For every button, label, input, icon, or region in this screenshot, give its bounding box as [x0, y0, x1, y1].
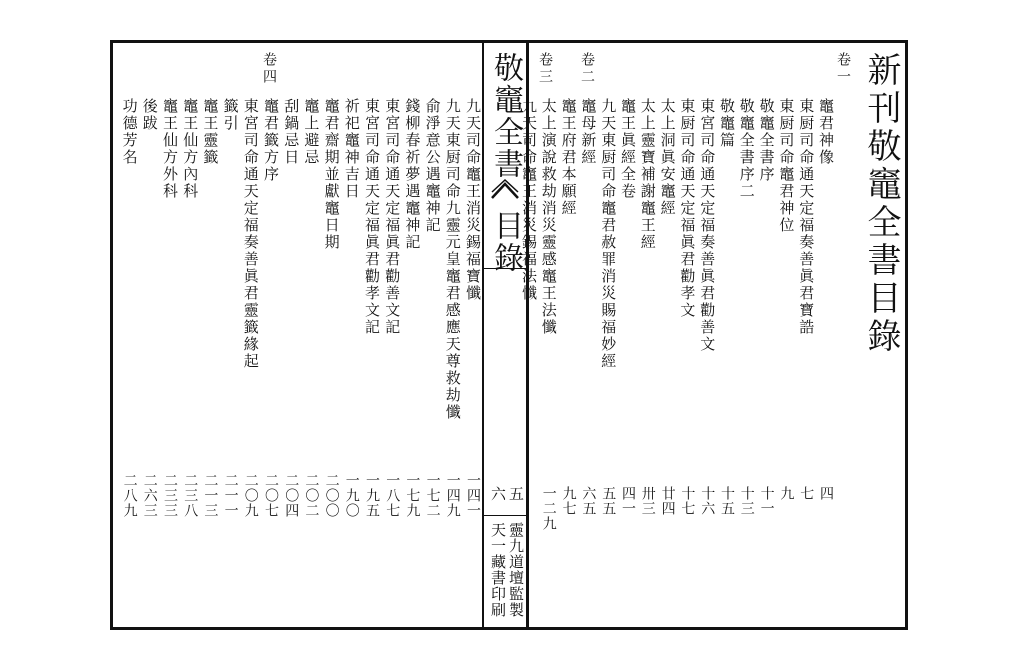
toc-entry-title: 敬竈篇 — [718, 98, 736, 149]
toc-entry-title: 後跋 — [140, 98, 159, 132]
toc-entry-page: 十五 — [719, 486, 735, 516]
toc-entry-page: 二一一 — [222, 473, 239, 518]
toc-entry-page: 二一三 — [202, 473, 219, 518]
toc-entry-title: 竈君神像 — [817, 98, 835, 166]
toc-entry-title: 竈上避忌 — [302, 98, 321, 166]
toc-entry-title: 太上洞眞安竈經 — [658, 98, 677, 217]
toc-entry-page: 七 — [798, 486, 815, 501]
toc-entry-page: 二〇七 — [263, 473, 279, 518]
toc-entry-page: 二八九 — [121, 473, 138, 518]
toc-entry-title: 東宮司命通天定福眞君勸善文記 — [383, 98, 402, 336]
spine-divider-bottom — [482, 515, 528, 516]
toc-entry-page: 六五 — [580, 486, 597, 516]
book-title: 新刊敬竈全書目錄 — [861, 52, 901, 356]
toc-entry-title: 竈王仙方內科 — [181, 98, 200, 200]
toc-entry-page: 二〇二 — [303, 473, 320, 518]
volume-label-4: 卷四 — [261, 52, 277, 86]
toc-entry-page: 卅三 — [639, 486, 656, 516]
spine-title: 敬竈全書 — [488, 52, 523, 180]
toc-entry-page: 二〇〇 — [323, 473, 340, 518]
toc-entry-title: 祈祀竈神吉日 — [342, 98, 361, 200]
toc-entry-page: 四一 — [620, 486, 636, 516]
toc-entry-page: 十三 — [738, 486, 755, 516]
toc-entry-title: 竈君籤方序 — [262, 98, 280, 183]
volume-label-3: 卷三 — [537, 52, 553, 86]
toc-entry-title: 東宮司命通天定福眞君勸孝文記 — [363, 98, 381, 336]
spine-page-number-right: 六 — [489, 486, 507, 502]
toc-entry-title: 東宮司命通天定福奏善眞君靈籤緣起 — [241, 98, 260, 370]
toc-entry-page: 一九五 — [364, 473, 380, 518]
toc-entry-title: 竈王府君本願經 — [559, 98, 578, 217]
toc-entry-title: 籤引 — [221, 98, 240, 132]
spine-publisher-right: 天一藏書印刷 — [489, 522, 507, 618]
toc-entry-title: 太上靈寶補謝竈王經 — [638, 98, 657, 251]
toc-entry-title: 刮鍋忌日 — [282, 98, 301, 166]
toc-entry-title: 敬竈全書序 — [757, 98, 776, 183]
toc-entry-page: 一九〇 — [343, 473, 360, 518]
toc-entry-page: 二三八 — [182, 473, 199, 518]
toc-entry-title: 東厨司命通天定福眞君勸孝文 — [678, 98, 697, 319]
toc-entry-page: 五五 — [600, 486, 617, 516]
toc-entry-page: 二六三 — [141, 473, 158, 518]
spine-page-number-left: 五 — [507, 486, 525, 502]
toc-entry-page: 十七 — [679, 486, 696, 516]
toc-entry-title: 竈王眞經全卷 — [619, 98, 637, 200]
toc-entry-page: 十六 — [699, 486, 716, 516]
toc-entry-title: 九天東厨司命九靈元皇竈君感應天尊救劫懺 — [443, 98, 462, 421]
spine-publisher-left: 靈九道壇監製 — [507, 522, 525, 618]
toc-entry-title: 東厨司命通天定福奏善眞君寶誥 — [797, 98, 816, 336]
toc-entry-page: 二〇四 — [283, 473, 300, 518]
toc-entry-title: 九天東厨司命竈君赦罪消災賜福妙經 — [599, 98, 618, 370]
toc-entry-title: 東厨司命竈君神位 — [777, 98, 796, 234]
toc-entry-title: 九天司命竈王消災錫福寶懺 — [464, 98, 482, 302]
toc-entry-title: 錢柳春祈夢遇竈神記 — [403, 98, 422, 251]
toc-entry-page: 一四九 — [444, 473, 461, 518]
toc-entry-title: 敬竈全書序二 — [737, 98, 756, 200]
toc-entry-page: 一七二 — [424, 473, 441, 518]
volume-label-2: 卷二 — [579, 52, 595, 86]
toc-entry-page: 一四一 — [465, 473, 481, 518]
toc-entry-page: 九七 — [560, 486, 577, 516]
volume-label-1: 卷一 — [835, 52, 851, 86]
toc-entry-page: 九 — [778, 486, 795, 501]
toc-entry-title: 東宮司命通天定福奏善眞君勸善文 — [698, 98, 717, 353]
chevron-ornament-icon — [490, 178, 520, 200]
toc-entry-page: 廿四 — [659, 486, 676, 516]
toc-entry-page: 一二九 — [540, 486, 557, 531]
toc-entry-title: 俞淨意公遇竈神記 — [423, 98, 442, 234]
toc-entry-title: 竈母新經 — [579, 98, 598, 166]
toc-entry-title: 竈君齋期並獻竈日期 — [322, 98, 341, 251]
spine-section-title: 目錄 — [488, 210, 523, 274]
toc-entry-page: 四 — [818, 486, 834, 501]
toc-entry-page: 二三三 — [162, 473, 178, 518]
toc-entry-page: 二〇九 — [242, 473, 259, 518]
toc-entry-title: 功德芳名 — [120, 98, 139, 166]
toc-entry-page: 一八七 — [384, 473, 401, 518]
toc-entry-title: 竈王仙方外科 — [161, 98, 179, 200]
toc-entry-title: 竈王靈籤 — [201, 98, 220, 166]
toc-entry-page: 一七九 — [404, 473, 421, 518]
toc-entry-page: 十一 — [758, 486, 775, 516]
toc-entry-title: 太上演說救劫消災靈感竈王法懺 — [539, 98, 558, 336]
toc-entry-title: 九天司命竈王消災錫福法懺 — [520, 98, 538, 302]
